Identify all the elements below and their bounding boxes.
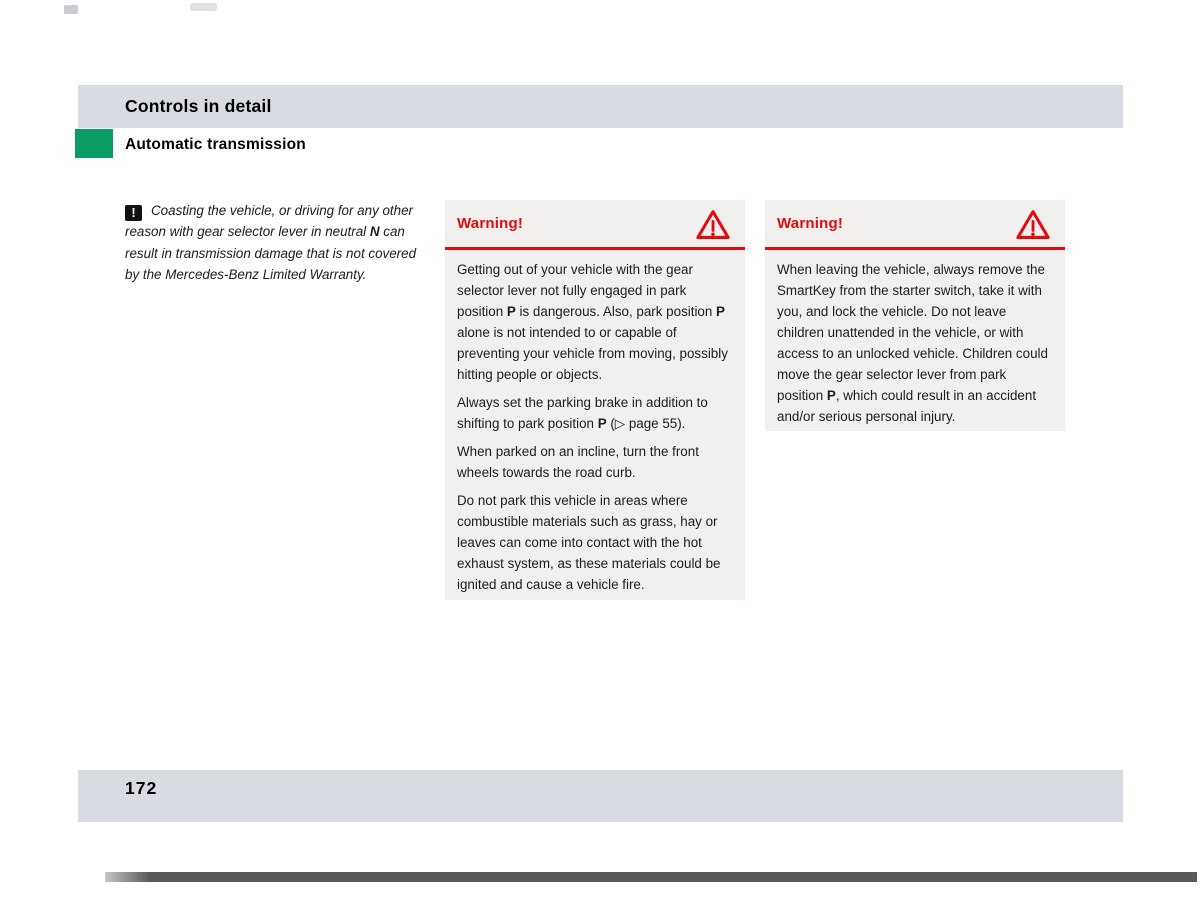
text-segment: , which could result in an accident and/or serious personal injury. [777,388,1037,424]
text-segment: When leaving the vehicle, always remove the SmartKey from the starter switch, take it with you, and lock the vehicle. Do not leave children unattended in the vehicle, or with access to an unlocked vehicle. Children could move the gear selector lever from park position [777,262,1048,403]
warning-paragraph [457,441,733,483]
warning-box [765,200,1065,431]
text-segment: P [597,416,607,431]
text-segment: When parked on an incline, turn the front wheels towards the road curb. [457,444,699,480]
exclamation-note-icon: ! [125,205,142,221]
text-segment: P [716,304,725,319]
warning-paragraph [457,259,733,385]
warning-title: Warning! [457,215,524,232]
scan-artifact [64,5,78,14]
text-segment: Getting out of your vehicle with the gear selector lever not fully engaged in park position [457,262,693,319]
warning-header [445,200,745,247]
text-segment: P [506,304,516,319]
subsection-title: Automatic transmission [125,136,306,153]
footer-bar [78,770,1123,822]
section-title: Controls in detail [125,96,272,116]
warning-header [765,200,1065,247]
warning-triangle-icon [695,209,731,241]
text-segment: N [369,224,380,240]
text-segment: P [826,388,836,403]
note-text [125,203,416,282]
note [125,200,431,285]
warning-paragraph [457,490,733,595]
text-segment: is dangerous. Also, park position [515,304,717,319]
warning-triangle-icon [1015,209,1051,241]
warning-body [765,250,1065,427]
warning-title: Warning! [777,215,844,232]
page-number: 172 [125,778,158,798]
scan-artifact [190,3,217,11]
section-header-bar [78,85,1123,128]
text-segment: Always set the parking brake in addition to shifting to park position [457,395,708,431]
text-segment: Do not park this vehicle in areas where combustible materials such as grass, hay or leaves can come into contact with the hot exhaust system, as these materials could be ignited and cause a vehicle fire. [457,493,721,592]
bottom-scan-bar [105,872,1197,882]
warning-body [445,250,745,595]
text-segment: Coasting the vehicle, or driving for any other reason with gear selector lever in neutral [125,203,414,240]
text-segment: (▷ page 55). [606,416,686,431]
warning-paragraph [777,259,1053,427]
warning-paragraph [457,392,733,434]
text-segment: alone is not intended to or capable of preventing your vehicle from moving, possibly hitting people or objects. [457,325,728,382]
warning-box [445,200,745,600]
section-marker [75,129,113,158]
text-segment: can result in transmission damage that is not covered by the Mercedes-Benz Limited Warranty. [125,224,417,282]
